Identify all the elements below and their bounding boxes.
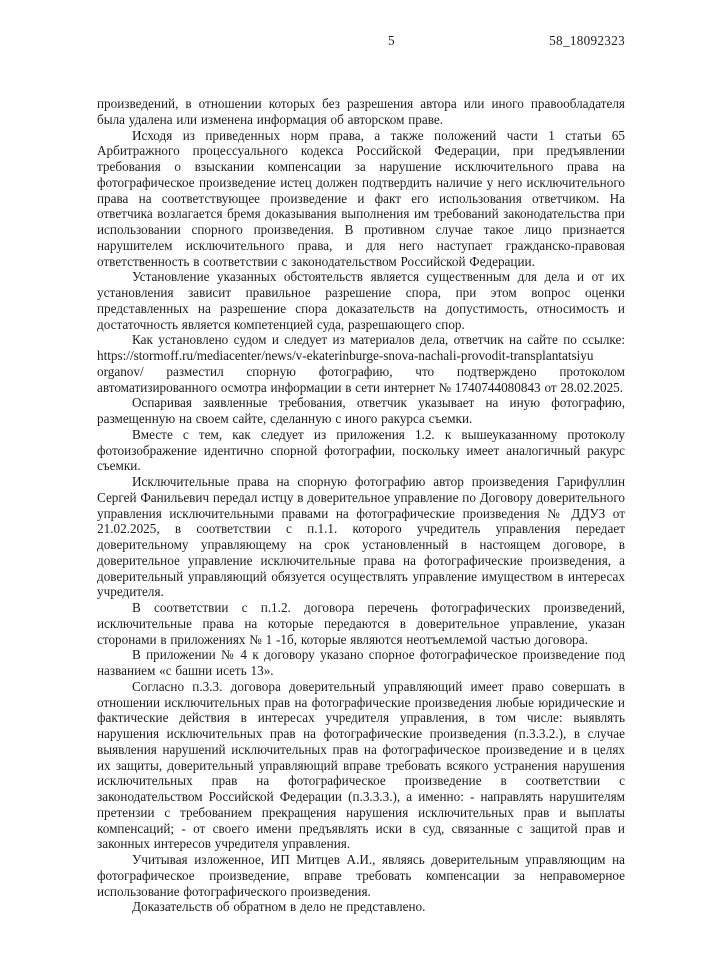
paragraph: В соответствии с п.1.2. договора перечень фотографических произведений, исключительные права на которые передаются в доверительное управление, указан сторонами в приложениях № 1 -1б, которые являются неотъемлемой частью договора. bbox=[97, 600, 625, 647]
paragraph: Доказательств об обратном в дело не представлено. bbox=[132, 899, 426, 915]
paragraph: Учитывая изложенное, ИП Митцев А.И., являясь доверительным управляющим на фотографическое произведение, вправе требовать компенсации за неправомерное использование фотографического произведения. bbox=[97, 852, 625, 899]
paragraph: Исключительные права на спорную фотографию автор произведения Гарифуллин Сергей Фанильевич передал истцу в доверительное управление по Договору доверительного управления исключительными правами на фотографические произведения № ДДУЗ от 21.02.2025, в соответствии с п.1.1. которого учредитель управления передает доверительному управляющему на срок установленный в настоящем договоре, в доверительное управление исключительные права на фотографические произведения, а доверительный управляющий обязуется осуществлять управление имуществом в интересах учредителя. bbox=[97, 474, 626, 600]
paragraph-with-url: Как установлено судом и следует из материалов дела, ответчик на сайте по ссылке: https://stormoff.ru/mediacenter/news/v-ekaterinburge-snova-nachali-provodit-transplantatsiyu organov/ разместил спорную фотографию, что подтверждено протоколом автоматизированного осмотра информации в сети интернет № 1740744080843 от 28.02.2025. bbox=[97, 332, 625, 395]
paragraph: Оспаривая заявленные требования, ответчик указывает на иную фотографию, размещенную на своем сайте, сделанную с иного ракурса съемки. bbox=[97, 395, 625, 426]
document-body bbox=[97, 96, 625, 915]
paragraph: Согласно п.3.3. договора доверительный управляющий имеет право совершать в отношении исключительных прав на фотографические произведения любые юридические и фактические действия в интересах учредителя управления, в том числе: выявлять нарушения исключительных прав на фотографические произведения (п.3.3.2.), в случае выявления нарушений исключительных прав на фотографическое произведение и в целях их защиты, доверительный управляющий вправе требовать всякого устранения нарушения исключительных прав на фотографическое произведение в соответствии с законодательством Российской Федерации (п.3.3.3.), а именно: - направлять нарушителям претензии с требованием прекращения нарушения исключительных прав и выплаты компенсаций; - от своего имени предъявлять иски в суд, связанные с защитой прав и законных интересов учредителя управления. bbox=[97, 678, 625, 852]
paragraph-continuation: произведений, в отношении которых без разрешения автора или иного правообладателя была удалена или изменена информация об авторском праве. bbox=[97, 96, 625, 127]
paragraph: В приложении № 4 к договору указано спорное фотографическое произведение под названием «с башни исеть 13». bbox=[97, 647, 625, 678]
page-header bbox=[97, 33, 625, 48]
page-number: 5 bbox=[388, 33, 395, 48]
case-number: 58_18092323 bbox=[549, 33, 625, 48]
paragraph: Вместе с тем, как следует из приложения 1.2. к вышеуказанному протоколу фотоизображение идентично спорной фотографии, поскольку имеет аналогичный ракурс съемки. bbox=[97, 426, 625, 474]
paragraph: Установление указанных обстоятельств является существенным для дела и от их установления зависит правильное разрешение спора, при этом вопрос оценки представленных на разрешение спора доказательств на допустимость, относимость и достаточность является компетенцией суда, разрешающего спор. bbox=[97, 269, 625, 332]
paragraph: Исходя из приведенных норм права, а также положений части 1 статьи 65 Арбитражного процессуального кодекса Российской Федерации, при предъявлении требования о взыскании компенсации за нарушение исключительного права на фотографическое произведение истец должен подтвердить наличие у него исключительного права на соответствующее произведение и факт его использования ответчиком. На ответчика возлагается бремя доказывания выполнения им требований законодательства при использовании спорного произведения. В противном случае такое лицо признается нарушителем исключительного права, и для него наступает гражданско-правовая ответственность в соответствии с законодательством Российской Федерации. bbox=[97, 127, 625, 269]
